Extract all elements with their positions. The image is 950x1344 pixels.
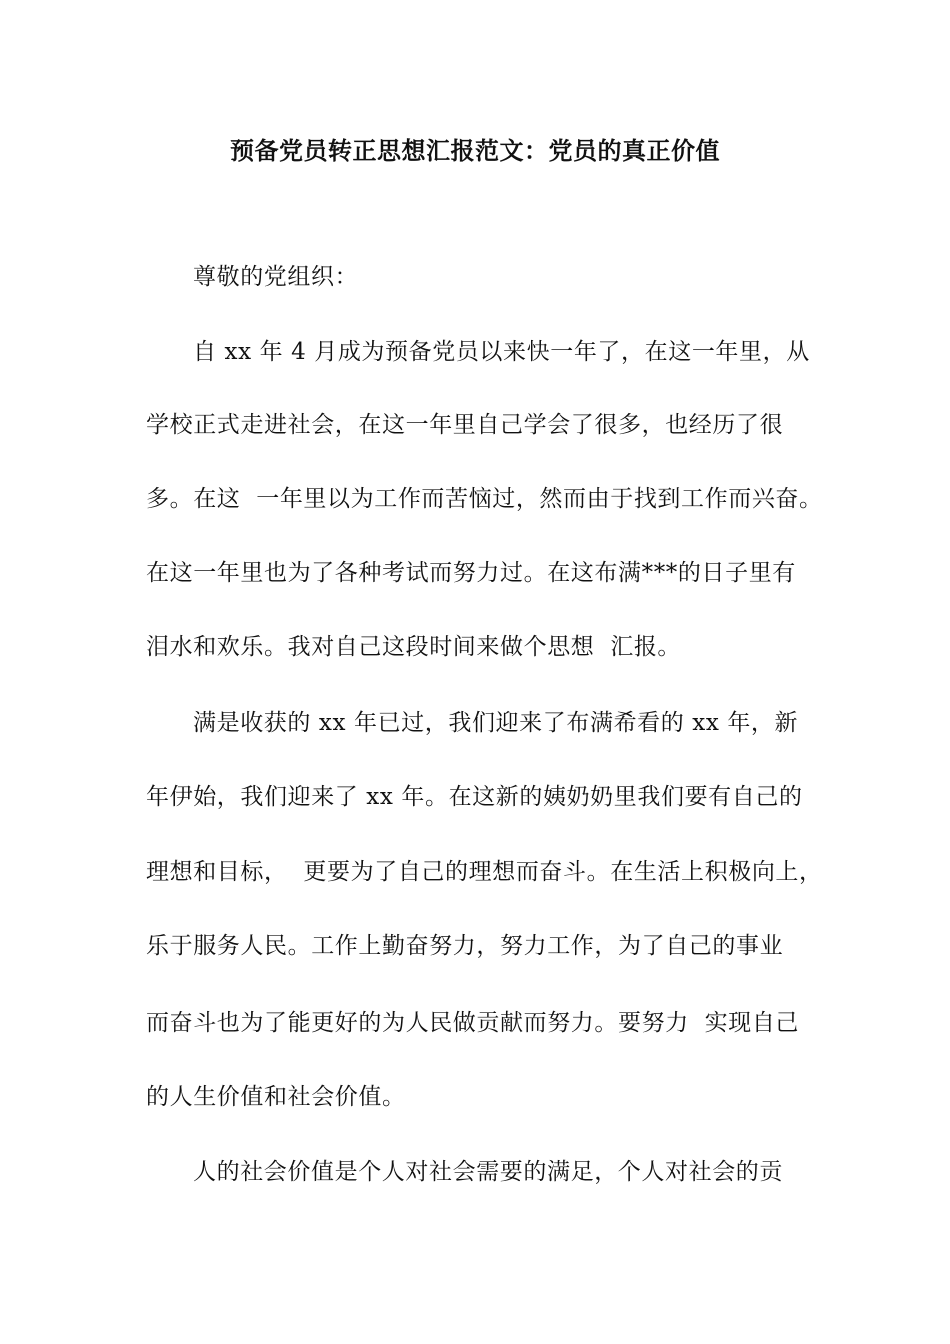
body-line: 泪水和欢乐。我对自己这段时间来做个思想 汇报。 <box>146 634 682 660</box>
body-line: 多。在这 一年里以为工作而苦恼过，然而由于找到工作而兴奋。 <box>146 486 823 512</box>
body-line: 人的社会价值是个人对社会需要的满足，个人对社会的贡 <box>193 1159 783 1185</box>
body-line: 在这一年里也为了各种考试而努力过。在这布满***的日子里有 <box>146 560 796 586</box>
body-line: 理想和目标， 更要为了自己的理想而奋斗。在生活上积极向上， <box>146 859 823 885</box>
body-line: 年伊始，我们迎来了 xx 年。在这新的姨奶奶里我们要有自己的 <box>146 784 803 810</box>
body-line: 满是收获的 xx 年已过，我们迎来了布满希看的 xx 年，新 <box>193 710 799 736</box>
body-line: 乐于服务人民。工作上勤奋努力，努力工作，为了自己的事业 <box>146 933 784 959</box>
document-title: 预备党员转正思想汇报范文：党员的真正价值 <box>230 136 720 165</box>
body-line: 学校正式走进社会，在这一年里自己学会了很多，也经历了很 <box>146 412 784 438</box>
body-line: 而奋斗也为了能更好的为人民做贡献而努力。要努力 实现自己 <box>146 1010 800 1036</box>
body-line: 自 xx 年 4 月成为预备党员以来快一年了，在这一年里，从 <box>193 339 810 365</box>
body-line: 的人生价值和社会价值。 <box>146 1084 406 1110</box>
salutation-line: 尊敬的党组织： <box>193 264 359 290</box>
